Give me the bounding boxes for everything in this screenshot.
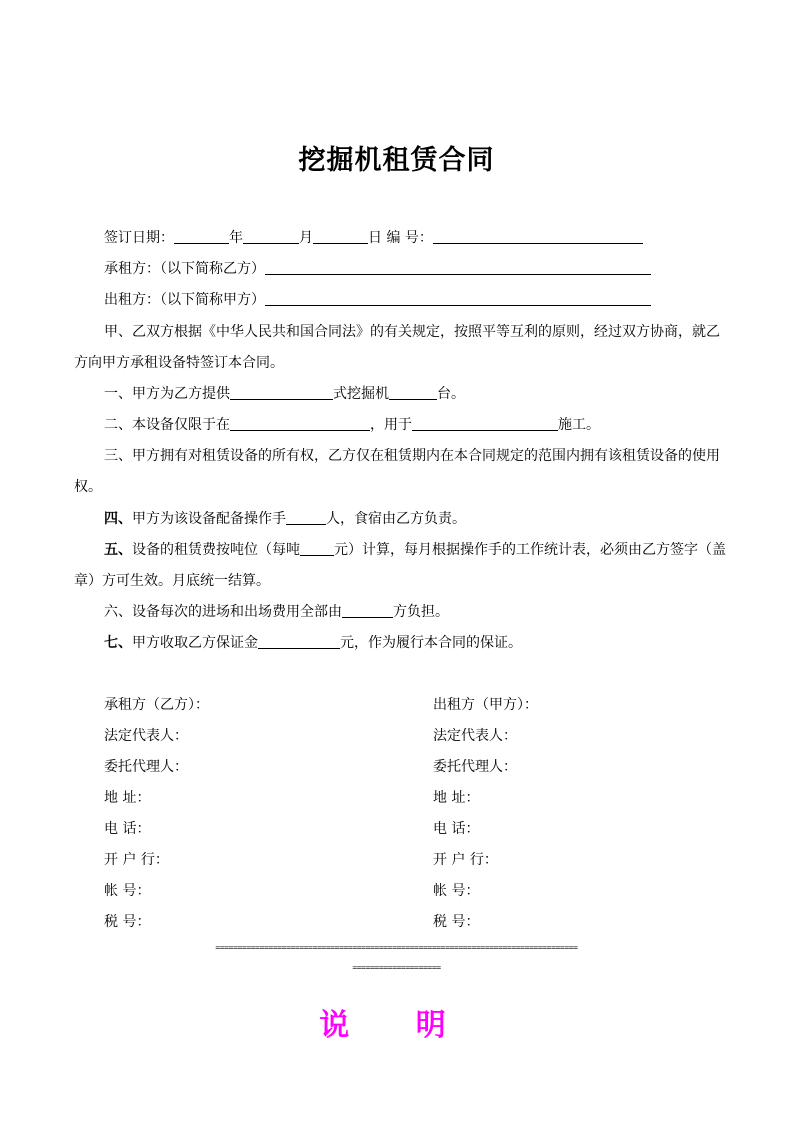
separator-line-1: ==================================================================================: [215, 943, 578, 952]
lessee-phone-label: 电 话：: [104, 821, 151, 837]
lessee-row: [74, 259, 754, 279]
lessee-signature-block: [104, 695, 209, 943]
separator-line-2: ====================: [352, 963, 441, 972]
month-blank[interactable]: [243, 229, 299, 244]
note-heading: 说 明: [319, 1008, 474, 1043]
day-blank[interactable]: [313, 229, 368, 244]
machine-type-blank[interactable]: [230, 385, 333, 400]
responsible-party-blank[interactable]: [342, 603, 393, 618]
lessor-agent-label: 委托代理人：: [433, 759, 517, 775]
lessor-label: 出租方：（以下简称甲方）: [104, 292, 265, 308]
lessor-bank-label: 开 户 行：: [433, 852, 498, 868]
clause-2: [74, 415, 754, 435]
lessee-legal-rep-label: 法定代表人：: [104, 728, 188, 744]
clause-1-text-b: 式挖掘机: [333, 386, 389, 402]
clause-6-text-a: 六、设备每次的进场和出场费用全部由: [104, 604, 342, 620]
lessor-address-label: 地 址：: [433, 790, 480, 806]
clause-6: [74, 602, 754, 622]
clause-5-text-b: 元）计算，每月根据操作手的工作统计表，必须由乙方签字（盖: [334, 542, 726, 558]
clause-7-text-b: 元，作为履行本合同的保证。: [340, 635, 522, 651]
month-label: 月: [299, 230, 313, 246]
sign-date-label: 签订日期：: [104, 230, 174, 246]
clause-4-number: 四、: [104, 511, 132, 527]
day-label: 日: [368, 230, 382, 246]
clause-5-line-2: 章）方可生效。月底统一结算。: [74, 573, 270, 589]
lessor-tax-id-label: 税 号：: [433, 914, 480, 930]
machine-count-blank[interactable]: [389, 385, 437, 400]
lessor-signature-block: [433, 695, 538, 943]
clause-5-line-1: [74, 540, 754, 560]
clause-5-text-a: 设备的租赁费按吨位（每吨: [132, 542, 300, 558]
clause-5-number: 五、: [104, 542, 132, 558]
clause-4-text-b: 人，食宿由乙方负责。: [326, 511, 466, 527]
clause-1-text-a: 一、甲方为乙方提供: [104, 386, 230, 402]
clause-4: [74, 509, 754, 529]
year-label: 年: [229, 230, 243, 246]
deposit-blank[interactable]: [258, 634, 340, 649]
clause-6-text-b: 方负担。: [393, 604, 449, 620]
lessee-blank[interactable]: [265, 260, 651, 275]
contract-number-label: 编 号：: [386, 230, 433, 246]
lessee-party-label: 承租方（乙方）：: [104, 697, 209, 713]
contract-number-blank[interactable]: [433, 229, 643, 244]
lessor-party-label: 出租方（甲方）：: [433, 697, 538, 713]
clause-2-text-c: 施工。: [558, 417, 600, 433]
year-blank[interactable]: [174, 229, 229, 244]
rate-per-ton-blank[interactable]: [300, 541, 334, 556]
lessee-tax-id-label: 税 号：: [104, 914, 151, 930]
clause-3-line-2: 权。: [74, 479, 102, 495]
sign-date-row: [74, 228, 754, 248]
clause-7-number: 七、: [104, 635, 132, 651]
lessor-legal-rep-label: 法定代表人：: [433, 728, 517, 744]
lessee-label: 承租方：（以下简称乙方）: [104, 261, 265, 277]
lessor-account-label: 帐 号：: [433, 883, 480, 899]
clause-1: [74, 384, 754, 404]
preamble-line-2: 方向甲方承租设备特签订本合同。: [74, 355, 284, 371]
lessor-blank[interactable]: [265, 291, 651, 306]
lessee-account-label: 帐 号：: [104, 883, 151, 899]
lessor-row: [74, 290, 754, 310]
lessee-agent-label: 委托代理人：: [104, 759, 188, 775]
clause-2-text-a: 二、本设备仅限于在: [104, 417, 230, 433]
document-title: 挖掘机租赁合同: [298, 145, 495, 176]
lessee-address-label: 地 址：: [104, 790, 151, 806]
clause-2-text-b: ，用于: [370, 417, 412, 433]
clause-4-text-a: 甲方为该设备配备操作手: [132, 511, 286, 527]
usage-blank[interactable]: [412, 416, 558, 431]
clause-3-line-1: 三、甲方拥有对租赁设备的所有权，乙方仅在租赁期内在本合同规定的范围内拥有该租赁设备的使用: [104, 448, 720, 464]
clause-7: [74, 633, 754, 653]
preamble-line-1: 甲、乙双方根据《中华人民共和国合同法》的有关规定，按照平等互利的原则，经过双方协商，就乙: [104, 324, 720, 340]
clause-1-text-c: 台。: [437, 386, 465, 402]
location-blank[interactable]: [230, 416, 370, 431]
lessor-phone-label: 电 话：: [433, 821, 480, 837]
lessee-bank-label: 开 户 行：: [104, 852, 169, 868]
clause-7-text-a: 甲方收取乙方保证金: [132, 635, 258, 651]
operator-count-blank[interactable]: [286, 510, 326, 525]
